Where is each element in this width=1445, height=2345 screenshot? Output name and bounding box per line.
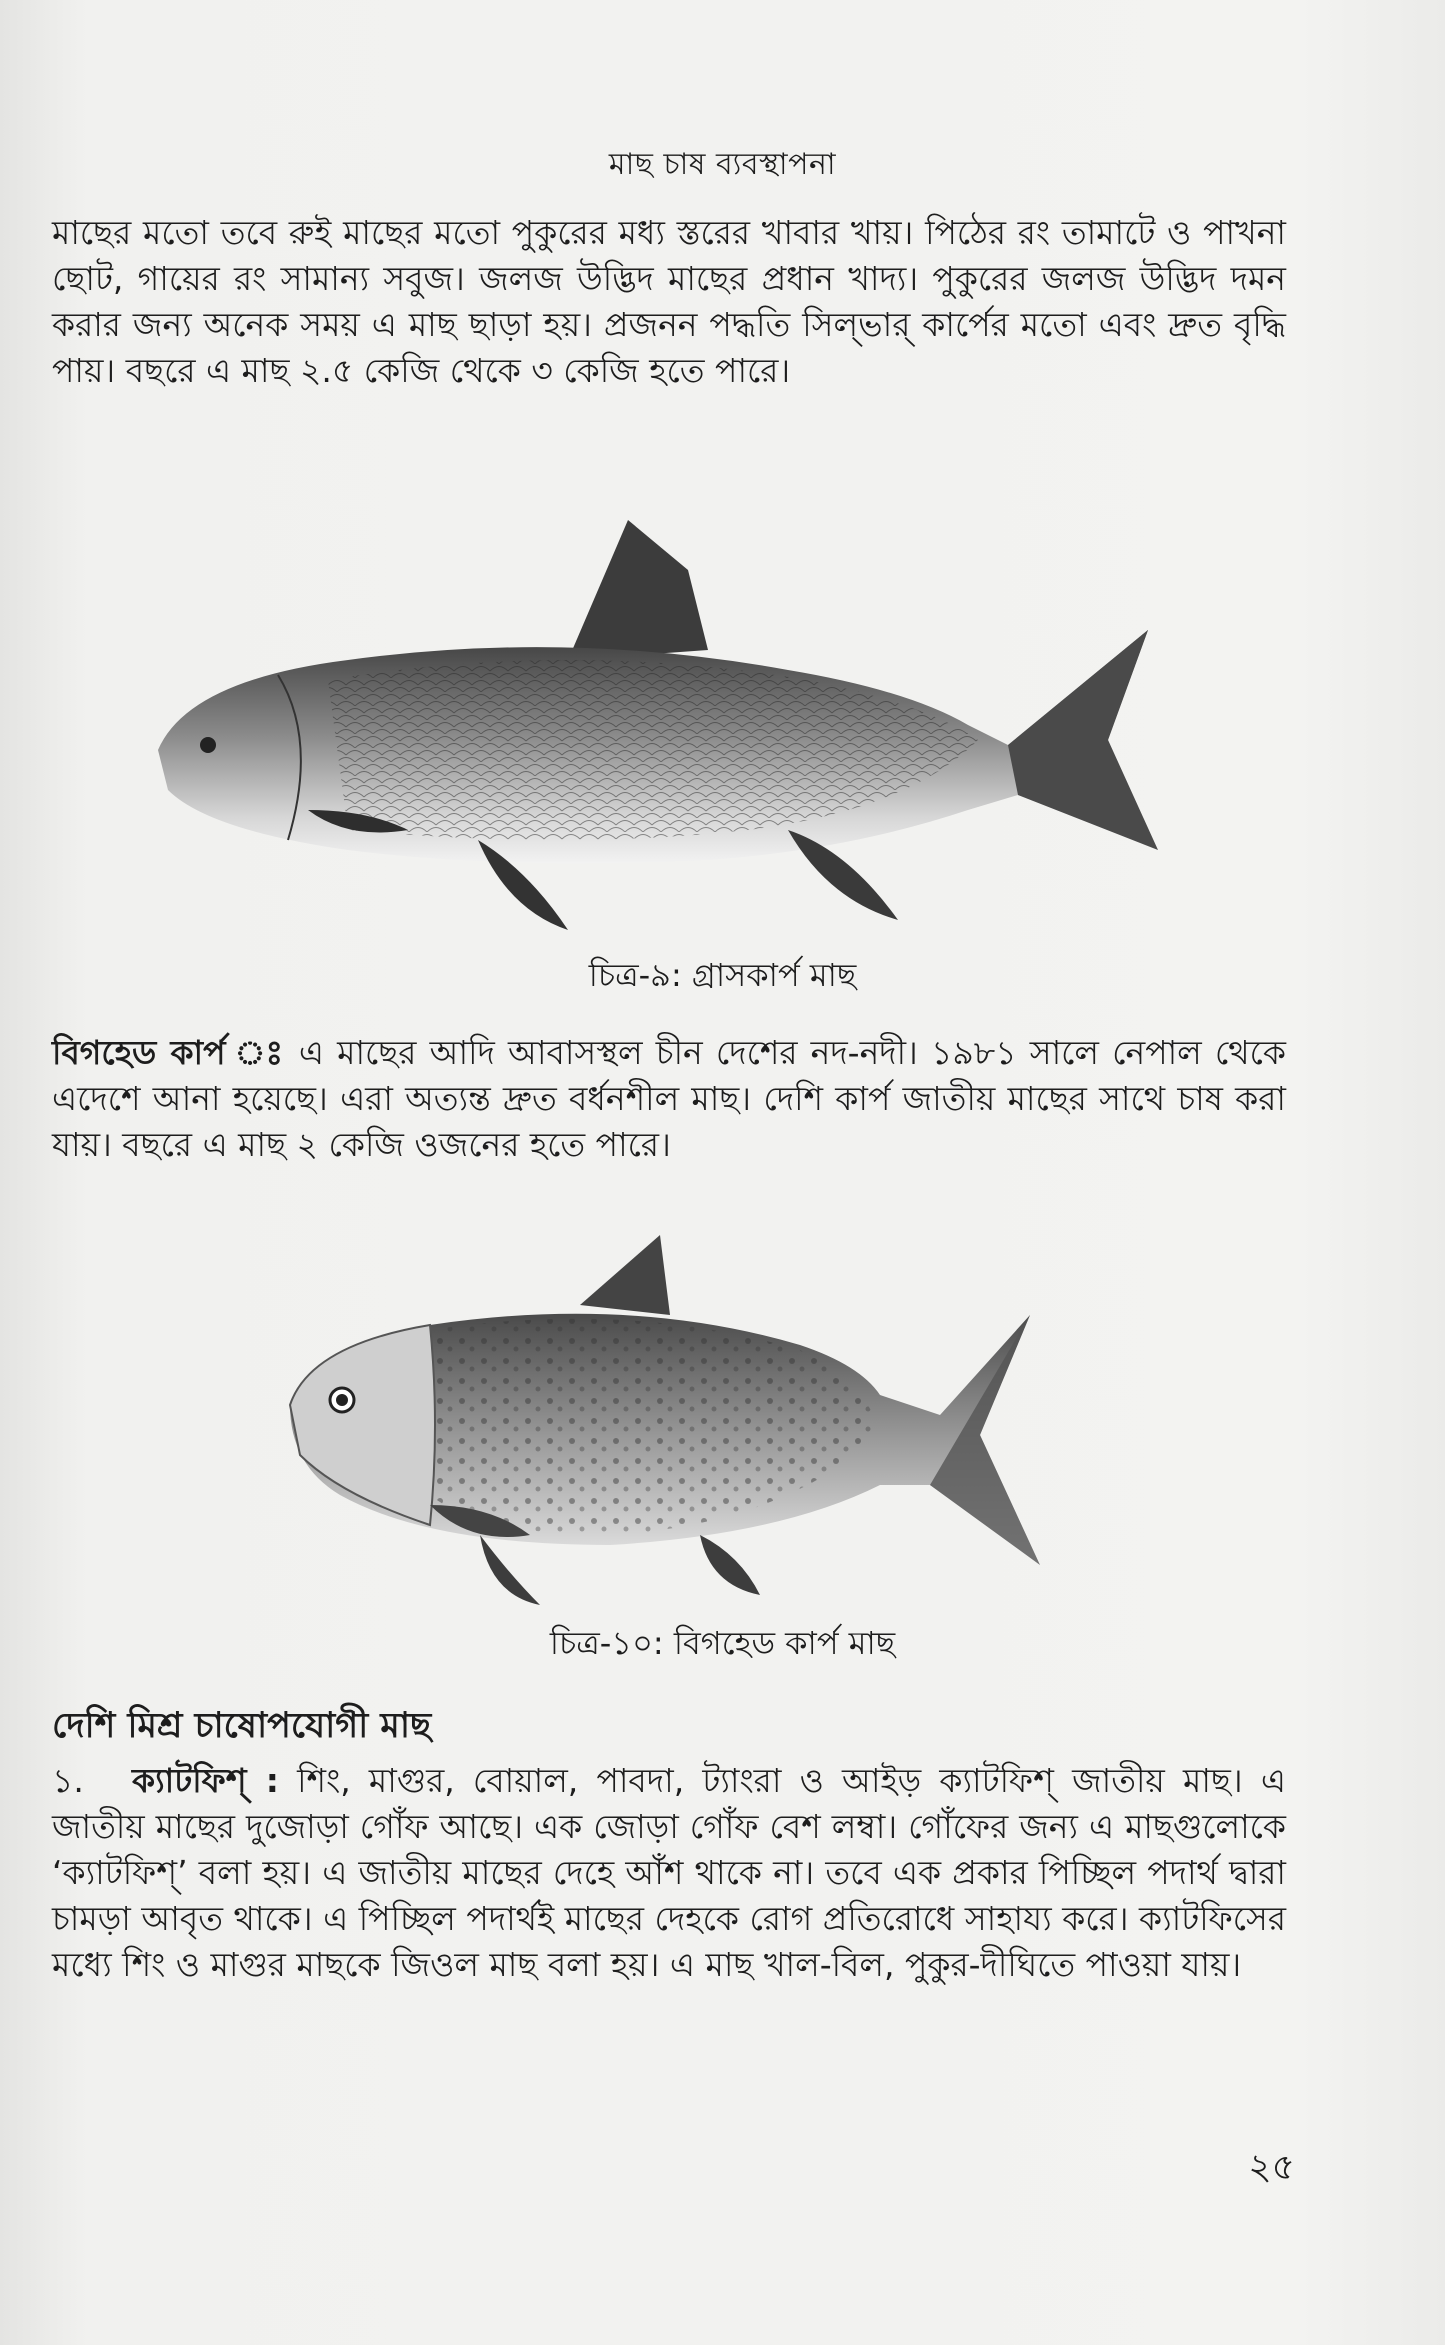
figure-9-caption: চিত্র-৯: গ্রাসকার্প মাছ [588,956,857,994]
list-item-catfish [52,1758,1286,1988]
paragraph-grass-carp: মাছের মতো তবে রুই মাছের মতো পুকুরের মধ্য স্তরের খাবার খায়। পিঠের রং তামাটে ও পাখনা ছোট, গায়ের রং সামান্য সবুজ। জলজ উদ্ভিদ মাছের প্রধান খাদ্য। পুকুরের জলজ উদ্ভিদ দমন করার জন্য অনেক সময় এ মাছ ছাড়া হয়। প্রজনন পদ্ধতি সিল্ভার্ কার্পের মতো এবং দ্রুত বৃদ্ধি পায়। বছরে এ মাছ ২.৫ কেজি থেকে ৩ কেজি হতে পারে। [52,213,1286,390]
bighead-carp-illustration [280,1235,1100,1605]
section-heading: দেশি মিশ্র চাষোপযোগী মাছ [52,1706,432,1746]
running-head: মাছ চাষ ব্যবস্থাপনা [608,147,837,182]
grass-carp-illustration [148,510,1198,930]
bighead-carp-heading: বিগহেড কার্প ঃ [52,1033,286,1072]
figure-10-caption: চিত্র-১০: বিগহেড কার্প মাছ [549,1624,896,1662]
bighead-carp-text: এ মাছের আদি আবাসস্থল চীন দেশের নদ-নদী। ১৯৮১ সালে নেপাল থেকে এদেশে আনা হয়েছে। এরা অত্যন্ত দ্রুত বর্ধনশীল মাছ। দেশি কার্প জাতীয় মাছের সাথে চাষ করা যায়। বছরে এ মাছ ২ কেজি ওজনের হতে পারে। [52,1033,1286,1164]
catfish-heading: ক্যাটফিশ্ : [132,1761,279,1800]
page-number: ২৫ [1248,2147,1295,2188]
list-item-number: ১. [52,1761,84,1800]
catfish-text: শিং, মাগুর, বোয়াল, পাবদা, ট্যাংরা ও আইড় ক্যাটফিশ্ জাতীয় মাছ। এ জাতীয় মাছের দুজোড়া গোঁফ আছে। এক জোড়া গোঁফ বেশ লম্বা। গোঁফের জন্য এ মাছগুলোকে ‘ক্যাটফিশ্’ বলা হয়। এ জাতীয় মাছের দেহে আঁশ থাকে না। তবে এক প্রকার পিচ্ছিল পদার্থ দ্বারা চামড়া আবৃত থাকে। এ পিচ্ছিল পদার্থই মাছের দেহকে রোগ প্রতিরোধে সাহায্য করে। ক্যাটফিসের মধ্যে শিং ও মাগুর মাছকে জিওল মাছ বলা হয়। এ মাছ খাল-বিল, পুকুর-দীঘিতে পাওয়া যায়। [52,1761,1286,1984]
paragraph-bighead-carp [52,1030,1286,1168]
